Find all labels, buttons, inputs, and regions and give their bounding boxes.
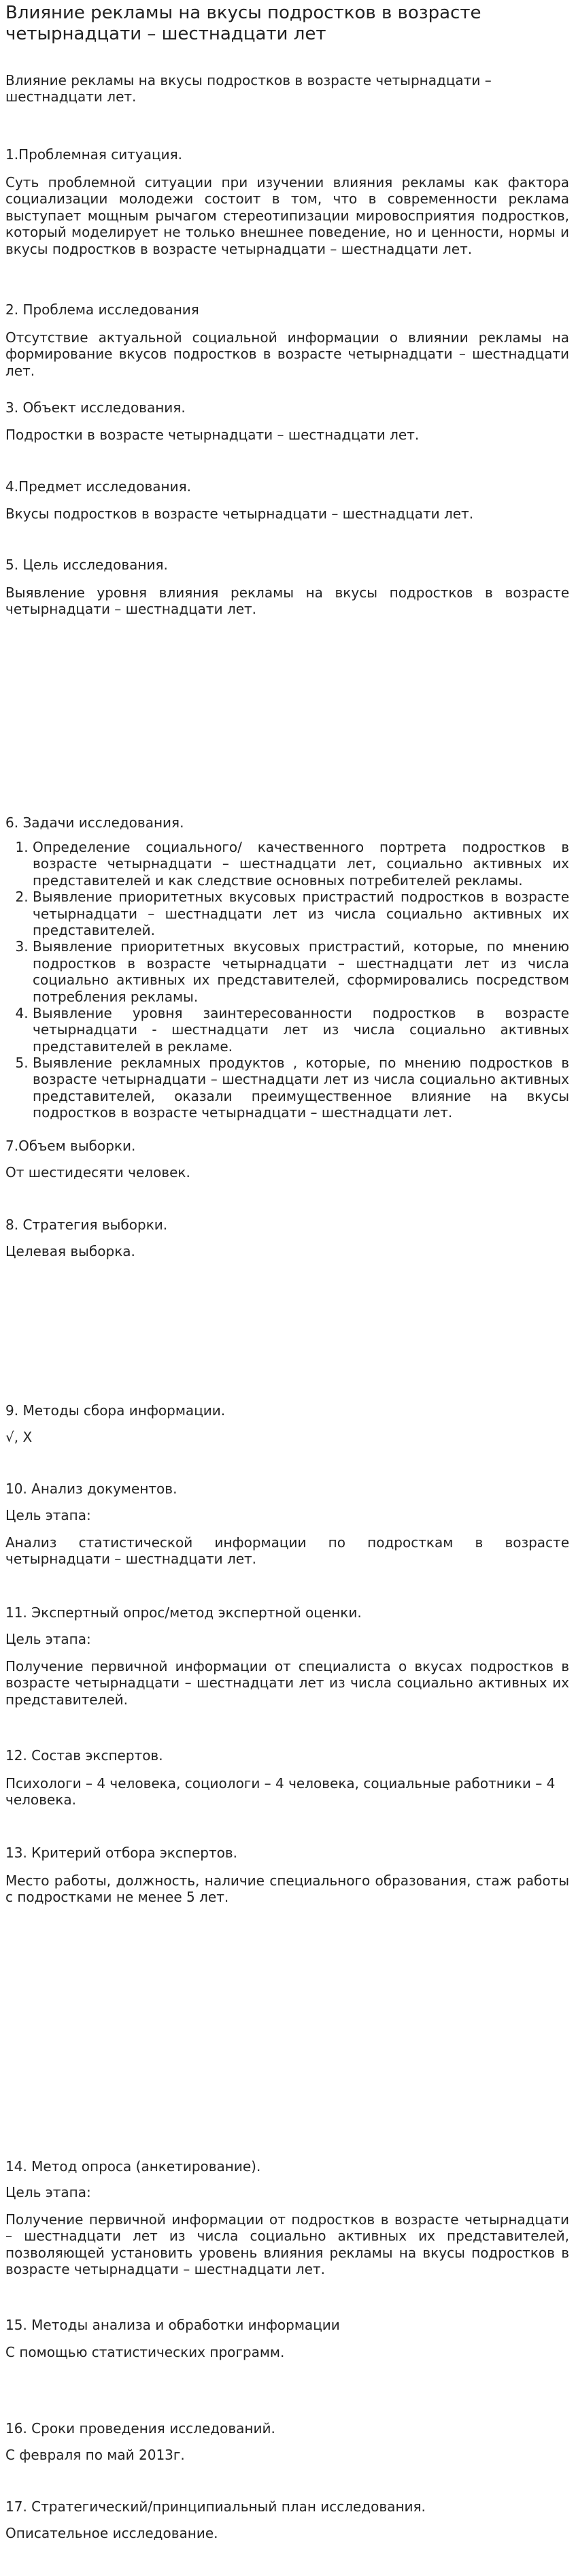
section-expert-survey-body (5, 1658, 569, 1708)
section-heading: 15. Методы анализа и обработки информации (5, 2317, 340, 2333)
section-strategic-plan-body (5, 2525, 569, 2541)
section-expert-criteria (5, 1845, 569, 1861)
section-expert-survey (5, 1604, 569, 1621)
section-timeline (5, 2420, 569, 2437)
section-goal (5, 557, 569, 573)
section-problem-situation-body (5, 174, 569, 257)
section-tasks-list (5, 839, 569, 1121)
stage-goal-label: Цель этапа: (5, 1507, 91, 1523)
section-heading: 5. Цель исследования. (5, 557, 168, 573)
tasks-list (5, 839, 569, 1121)
section-heading: 9. Методы сбора информации. (5, 1402, 226, 1419)
section-text: Анализ статистической информации по подросткам в возрасте четырнадцати – шестнадцати лет. (5, 1534, 569, 1568)
section-heading: 3. Объект исследования. (5, 399, 186, 416)
section-heading: 4.Предмет исследования. (5, 478, 191, 495)
section-expert-criteria-body (5, 1872, 569, 1906)
section-text: Целевая выборка. (5, 1243, 135, 1259)
list-item: 4. Выявление уровня заинтересованности подростков в возрасте четырнадцати - шестнадцати лет из числа социально активных представителей в рекламе. (33, 1005, 569, 1055)
document-title: Влияние рекламы на вкусы подростков в возрасте четырнадцати – шестнадцати лет (5, 3, 481, 45)
section-survey-method-label (5, 2184, 569, 2200)
section-research-problem-body (5, 329, 569, 379)
list-item: 3. Выявление приоритетных вкусовых пристрастий, которые, по мнению подростков в возрасте четырнадцати – шестнадцати лет из числа социально активных их представителей, сформировались посредством потребления рекламы. (33, 938, 569, 1005)
section-text: Подростки в возрасте четырнадцати – шестнадцати лет. (5, 427, 420, 443)
stage-goal-label: Цель этапа: (5, 2184, 91, 2200)
section-text: Суть проблемной ситуации при изучении влияния рекламы как фактора социализации молодежи состоит в том, что в современности реклама выступает мощным рычагом стереотипизации мировосприятия подростков, который моделирует не только внешнее поведение, но и ценности, нормы и вкусы подростков в возрасте четырнадцати – шестнадцати лет. (5, 174, 569, 257)
section-sampling-strategy (5, 1217, 569, 1233)
section-heading: 2. Проблема исследования (5, 301, 199, 318)
section-analysis-methods (5, 2317, 569, 2333)
section-document-analysis-body (5, 1534, 569, 1568)
list-item: 2. Выявление приоритетных вкусовых пристрастий подростков в возрасте четырнадцати – шестнадцати лет из числа социально активных их представителей. (33, 889, 569, 938)
section-text: Получение первичной информации от специалиста о вкусах подростков в возрасте четырнадцати – шестнадцати лет из числа социально активных их представителей. (5, 1658, 569, 1708)
section-data-collection-body (5, 1429, 569, 1445)
list-item: 5. Выявление рекламных продуктов , которые, по мнению подростков в возрасте четырнадцати – шестнадцати лет из числа социально активных представителей, оказали преимущественное влияние на вкусы подростков в возрасте четырнадцати – шестнадцати лет. (33, 1055, 569, 1121)
section-heading: 11. Экспертный опрос/метод экспертной оценки. (5, 1604, 362, 1621)
section-timeline-body (5, 2447, 569, 2463)
section-data-collection (5, 1402, 569, 1419)
section-expert-survey-label (5, 1631, 569, 1647)
intro (5, 72, 569, 105)
section-heading: 12. Состав экспертов. (5, 1747, 163, 1764)
section-analysis-methods-body (5, 2344, 569, 2360)
section-text: Выявление уровня влияния рекламы на вкусы подростков в возрасте четырнадцати – шестнадцати лет. (5, 584, 569, 618)
section-heading: 8. Стратегия выборки. (5, 1217, 168, 1233)
section-subject-body (5, 506, 569, 522)
section-document-analysis (5, 1481, 569, 1497)
section-subject (5, 478, 569, 495)
section-text: √, X (5, 1429, 33, 1445)
intro-text: Влияние рекламы на вкусы подростков в возрасте четырнадцати – шестнадцати лет. (5, 72, 492, 105)
section-sample-size (5, 1138, 569, 1154)
section-research-problem (5, 301, 569, 318)
list-item: 1. Определение социального/ качественного портрета подростков в возрасте четырнадцати – шестнадцати лет, социально активных их представителей и как следствие основных потребителей рекламы. (33, 839, 569, 889)
section-goal-body (5, 584, 569, 618)
section-text: Вкусы подростков в возрасте четырнадцати – шестнадцати лет. (5, 506, 474, 522)
section-heading: 6. Задачи исследования. (5, 814, 184, 831)
section-text: С февраля по май 2013г. (5, 2447, 185, 2463)
stage-goal-label: Цель этапа: (5, 1631, 91, 1647)
section-heading: 17. Стратегический/принципиальный план исследования. (5, 2498, 426, 2515)
section-text: Описательное исследование. (5, 2525, 218, 2541)
section-text: Психологи – 4 человека, социологи – 4 человека, социальные работники – 4 человека. (5, 1775, 556, 1809)
section-problem-situation (5, 146, 569, 163)
section-sample-size-body (5, 1164, 569, 1180)
section-heading: 1.Проблемная ситуация. (5, 146, 183, 163)
section-text: Место работы, должность, наличие специального образования, стаж работы с подростками не менее 5 лет. (5, 1872, 569, 1906)
section-object (5, 399, 569, 416)
section-survey-method-body (5, 2211, 569, 2278)
section-heading: 14. Метод опроса (анкетирование). (5, 2158, 261, 2175)
section-heading: 13. Критерий отбора экспертов. (5, 1845, 237, 1861)
section-experts (5, 1747, 569, 1764)
section-experts-body (5, 1775, 569, 1809)
section-text: С помощью статистических программ. (5, 2344, 285, 2360)
section-strategic-plan (5, 2498, 569, 2515)
section-heading: 16. Сроки проведения исследований. (5, 2420, 275, 2437)
section-tasks (5, 814, 569, 831)
section-text: Отсутствие актуальной социальной информации о влиянии рекламы на формирование вкусов подростков в возрасте четырнадцати – шестнадцати лет. (5, 329, 569, 379)
section-text: Получение первичной информации от подростков в возрасте четырнадцати – шестнадцати лет из числа социально активных их представителей, позволяющей установить уровень влияния рекламы на вкусы подростков в возрасте четырнадцати – шестнадцати лет. (5, 2211, 569, 2278)
section-text: От шестидесяти человек. (5, 1164, 190, 1180)
section-document-analysis-label (5, 1507, 569, 1523)
section-object-body (5, 427, 569, 443)
section-survey-method (5, 2158, 569, 2175)
section-sampling-strategy-body (5, 1243, 569, 1259)
section-heading: 7.Объем выборки. (5, 1138, 136, 1154)
section-heading: 10. Анализ документов. (5, 1481, 177, 1497)
